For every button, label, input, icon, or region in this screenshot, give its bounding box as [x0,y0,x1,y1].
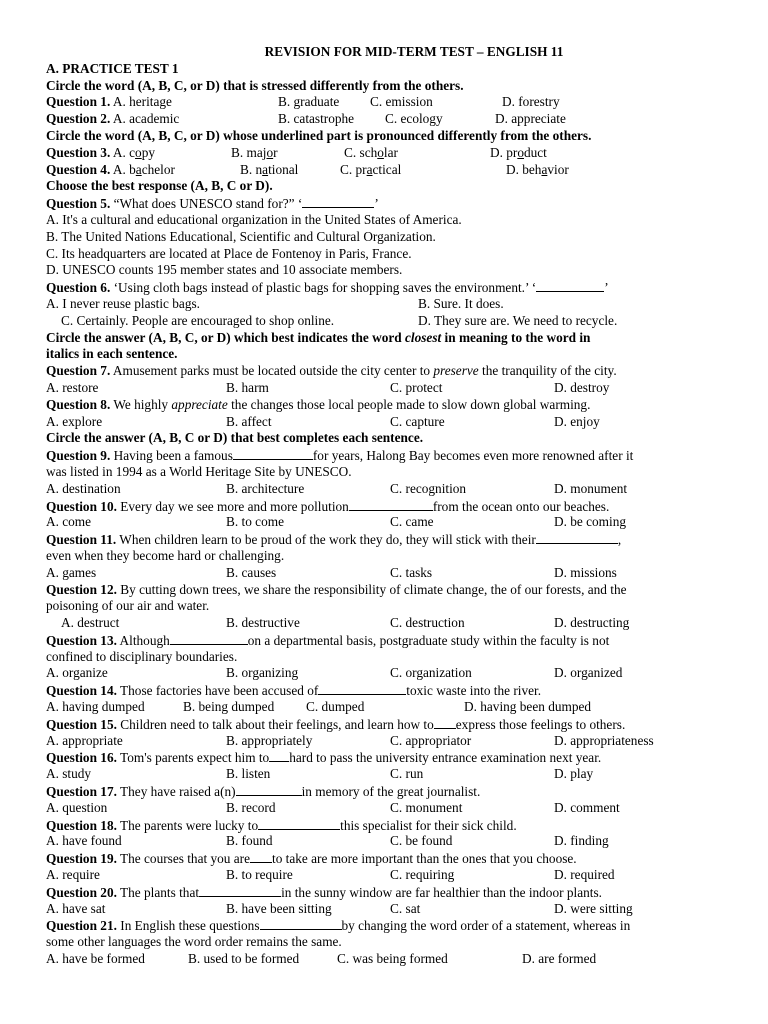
option-b: B. The United Nations Educational, Scientific and Cultural Organization. [46,228,436,244]
option-c: C. practical [340,161,402,177]
option-c: C. monument [390,799,463,815]
option-a: A. restore [46,379,99,395]
option-c: C. appropriator [390,732,472,748]
question-13-options [46,665,722,682]
answer-blank [233,447,313,460]
option-b: B. to come [226,514,284,530]
instruction-stress: Circle the word (A, B, C, or D) that is stressed differently from the others. [46,77,464,93]
option-c: C. destruction [390,615,465,631]
question-6-options-ab [46,296,722,313]
question-label: Question 5. [46,196,111,212]
option-a: A. appropriate [46,732,123,748]
option-c: C. run [390,766,424,782]
option-b: B. destructive [226,615,300,631]
question-15: Question 15. Children need to talk about their feelings, and learn how to express those feelings to others. [46,716,626,732]
answer-blank [318,682,406,695]
answer-blank [349,498,433,511]
question-3 [46,145,722,162]
instruction-pronunciation: Circle the word (A, B, C, or D) whose underlined part is pronounced differently from the others. [46,127,592,143]
option-c: C. sat [390,900,421,916]
option-b: B. major [231,144,278,160]
question-8-options [46,414,722,431]
option-d: D. finding [554,833,609,849]
option-d: D. play [554,766,594,782]
question-6-options-cd [46,313,722,330]
question-14-options [46,699,722,716]
option-d: D. be coming [554,514,627,530]
question-label: Question 18. [46,817,117,833]
question-label: Question 14. [46,683,117,699]
answer-blank [269,749,289,762]
option-b: B. found [226,833,273,849]
option-b: B. national [240,161,299,177]
answer-blank [536,531,618,544]
option-d: D. product [490,144,547,160]
answer-blank [250,850,272,863]
question-12-line2: poisoning of our air and water. [46,598,210,614]
option-d: D. missions [554,564,617,580]
option-b: B. harm [226,379,269,395]
answer-blank [536,279,604,292]
question-11-line2: even when they become hard or challenging. [46,547,285,563]
option-c: C. came [390,514,434,530]
option-b: B. Sure. It does. [418,295,504,311]
question-label: Question 3. [46,144,111,160]
option-c: C. capture [390,413,445,429]
option-d: D. were sitting [554,900,633,916]
option-a: A. games [46,564,97,580]
option-b: B. graduate [278,94,340,110]
option-b: B. being dumped [183,699,275,715]
question-label: Question 7. [46,363,111,379]
option-c: C. was being formed [337,951,448,967]
option-a: A. destination [46,480,121,496]
option-d: D. UNESCO counts 195 member states and 10 associate members. [46,262,403,278]
question-21-line2: some other languages the word order remains the same. [46,934,342,950]
instruction-closest-meaning: Circle the answer (A, B, C, or D) which best indicates the word closest in meaning to the word in [46,329,591,345]
question-label: Question 1. [46,94,111,110]
option-d: D. destructing [554,615,630,631]
option-c: C. requiring [390,867,455,883]
option-a: A. study [46,766,92,782]
question-10: Question 10. Every day we see more and more pollution from the ocean onto our beaches. [46,498,610,514]
option-d: D. They sure are. We need to recycle. [418,312,618,328]
option-d: D. forestry [502,94,560,110]
question-7: Question 7. Amusement parks must be located outside the city center to preserve the tranquility of the city. [46,363,617,379]
option-d: D. behavior [506,161,569,177]
option-c: C. Certainly. People are encouraged to shop online. [61,312,335,328]
option-a: A. question [46,799,108,815]
option-a: A. come [46,514,92,530]
question-19: Question 19. The courses that you are to take are more important than the ones that you choose. [46,851,577,867]
question-11-options [46,565,722,582]
question-label: Question 21. [46,918,117,934]
option-d: D. required [554,867,615,883]
question-14: Question 14. Those factories have been accused of toxic waste into the river. [46,683,542,699]
question-9-options [46,481,722,498]
option-b: B. appropriately [226,732,313,748]
question-2 [46,111,722,128]
question-15-options [46,733,722,750]
question-label: Question 8. [46,396,111,412]
page-title: REVISION FOR MID-TERM TEST – ENGLISH 11 [264,44,564,59]
option-a: A. heritage [112,94,172,110]
option-c: C. Its headquarters are located at Place de Fontenoy in Paris, France. [46,245,412,261]
question-label: Question 6. [46,280,111,296]
question-20: Question 20. The plants that in the sunny window are far healthier than the indoor plants. [46,884,602,900]
option-a: A. bachelor [112,161,175,177]
section-heading: A. PRACTICE TEST 1 [46,60,179,76]
question-label: Question 13. [46,632,117,648]
option-d: D. appreciate [495,111,566,127]
question-20-options [46,901,722,918]
question-label: Question 4. [46,161,111,177]
option-b: B. record [226,799,276,815]
option-c: C. be found [390,833,453,849]
option-a: A. copy [112,144,155,160]
option-b: B. catastrophe [278,111,355,127]
option-d: D. having been dumped [464,699,592,715]
question-8: Question 8. We highly appreciate the changes those local people made to slow down global warming. [46,396,591,412]
question-18-options [46,833,722,850]
answer-blank [260,917,342,930]
question-label: Question 2. [46,111,111,127]
question-label: Question 12. [46,581,117,597]
question-11: Question 11. When children learn to be proud of the work they do, they will stick with their , [46,532,622,548]
option-b: B. have been sitting [226,900,332,916]
question-6: Question 6. ‘Using cloth bags instead of plastic bags for shopping saves the environment.’ ‘ ’ [46,280,609,296]
option-a: A. have be formed [46,951,145,967]
option-d: D. comment [554,799,620,815]
question-9-line2: was listed in 1994 as a World Heritage Site by UNESCO. [46,463,352,479]
question-12-options [46,615,722,632]
option-d: D. destroy [554,379,610,395]
question-label: Question 9. [46,448,111,464]
question-1 [46,94,722,111]
answer-blank [434,716,456,729]
option-c: C. ecology [385,111,443,127]
question-label: Question 15. [46,716,117,732]
option-c: C. emission [370,94,433,110]
question-21-options [46,951,722,968]
question-17-options [46,800,722,817]
option-c: C. protect [390,379,443,395]
question-12: Question 12. By cutting down trees, we share the responsibility of climate change, the of our forests, and the [46,581,627,597]
answer-blank [170,632,248,645]
option-a: A. It's a cultural and educational organization in the United States of America. [46,211,462,227]
instruction-closest-meaning-2: italics in each sentence. [46,346,178,362]
question-17: Question 17. They have raised a(n) in memory of the great journalist. [46,784,481,800]
question-13-line2: confined to disciplinary boundaries. [46,648,238,664]
question-label: Question 19. [46,851,117,867]
question-10-options [46,514,722,531]
option-c: C. recognition [390,480,467,496]
option-a: A. organize [46,665,108,681]
option-c: C. scholar [344,144,398,160]
question-4 [46,162,722,179]
option-b: B. listen [226,766,271,782]
question-9: Question 9. Having been a famous for years, Halong Bay becomes even more renowned after it [46,448,634,464]
question-5: Question 5. “What does UNESCO stand for?” ‘ ’ [46,196,379,212]
option-c: C. tasks [390,564,433,580]
question-7-options [46,380,722,397]
answer-blank [258,817,340,830]
option-a: A. I never reuse plastic bags. [46,295,200,311]
option-a: A. destruct [61,615,120,631]
option-b: B. causes [226,564,277,580]
answer-blank [199,884,281,897]
option-c: C. organization [390,665,472,681]
option-b: B. used to be formed [188,951,300,967]
question-label: Question 16. [46,750,117,766]
answer-blank [302,195,374,208]
question-label: Question 11. [46,532,117,548]
question-13: Question 13. Although on a departmental basis, postgraduate study within the faculty is not [46,632,610,648]
option-d: D. appropriateness [554,732,654,748]
option-a: A. have found [46,833,122,849]
option-b: B. to require [226,867,293,883]
option-d: D. enjoy [554,413,600,429]
question-label: Question 10. [46,498,117,514]
question-18: Question 18. The parents were lucky to this specialist for their sick child. [46,817,517,833]
option-a: A. academic [112,111,180,127]
question-16-options [46,766,722,783]
instruction-complete-sentence: Circle the answer (A, B, C or D) that best completes each sentence. [46,430,424,446]
question-21: Question 21. In English these questions by changing the word order of a statement, whereas in [46,918,631,934]
option-c: C. dumped [306,699,365,715]
option-d: D. organized [554,665,623,681]
option-a: A. require [46,867,100,883]
option-b: B. organizing [226,665,299,681]
question-label: Question 17. [46,784,117,800]
option-b: B. affect [226,413,272,429]
option-b: B. architecture [226,480,305,496]
option-d: D. are formed [522,951,597,967]
question-label: Question 20. [46,884,117,900]
option-a: A. have sat [46,900,106,916]
option-d: D. monument [554,480,628,496]
instruction-response: Choose the best response (A, B, C or D). [46,178,273,194]
question-19-options [46,867,722,884]
question-16: Question 16. Tom's parents expect him to hard to pass the university entrance examination next year. [46,750,602,766]
option-a: A. explore [46,413,103,429]
option-a: A. having dumped [46,699,145,715]
answer-blank [236,783,302,796]
